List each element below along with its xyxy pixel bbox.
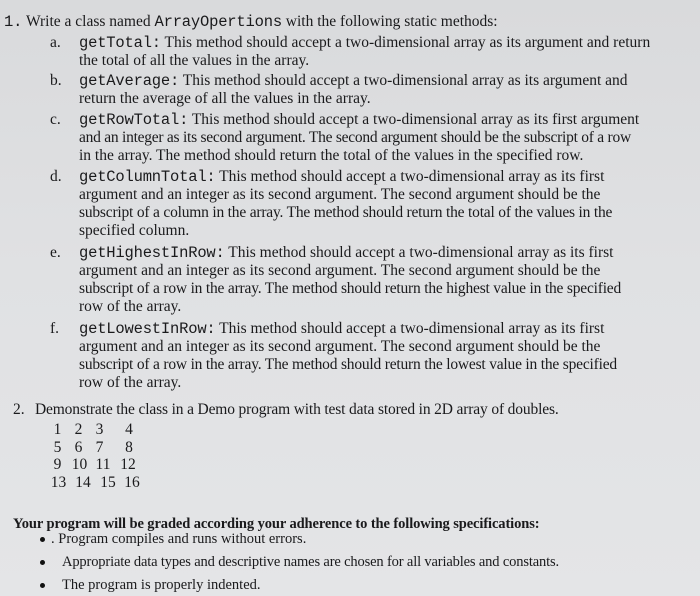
grid-cell: 3 (95, 421, 104, 438)
item-d-line-1: getColumnTotal: This method should accept a two-dimensional array as its first (79, 168, 605, 186)
grid-row (47, 474, 148, 492)
item-f-line-3: subscript of a row in the array. The method should return the lowest value in the specified (79, 356, 617, 373)
bullet-icon (40, 560, 45, 565)
item-f-line-4: row of the array. (79, 374, 182, 391)
item-e-line-2: argument and an integer as its second argument. The second argument should be the (79, 262, 601, 279)
item-c-letter: c. (50, 111, 61, 128)
question-1-number: 1. (4, 13, 23, 31)
item-f-line-2: argument and an integer as its second argument. The second argument should be the (79, 338, 601, 355)
grid-cell: 8 (125, 438, 133, 456)
item-d-line-4: specified column. (79, 222, 190, 239)
item-a-line-2: the total of all the values in the array. (79, 52, 310, 69)
grid-cell: 1 (53, 421, 62, 438)
grid-cell: 4 (125, 421, 133, 438)
item-d-letter: d. (50, 168, 62, 185)
item-a-line-1: getTotal: This method should accept a two-dimensional array as its argument and return (79, 34, 651, 52)
grid-cell: 16 (124, 473, 140, 491)
method-name: getRowTotal: (79, 111, 189, 129)
grid-cell: 13 (50, 473, 67, 491)
grading-bullet-2: Appropriate data types and descriptive names are chosen for all variables and constants. (62, 554, 559, 570)
item-e-line-3: subscript of a row in the array. The method should return the highest value in the specified (79, 280, 622, 297)
method-name: getTotal: (79, 34, 161, 52)
grid-cell: 10 (71, 456, 88, 473)
item-c-line-3: in the array. The method should return the total of the values in the specified row. (79, 147, 584, 164)
item-a-letter: a. (50, 34, 61, 51)
grading-bullet-3: The program is properly indented. (62, 577, 261, 593)
item-b-letter: b. (50, 72, 62, 89)
grid-cell: 2 (74, 421, 83, 438)
grid-row (47, 439, 148, 457)
method-name: getHighestInRow: (79, 244, 225, 262)
item-e-letter: e. (50, 244, 61, 261)
item-c-line-1: getRowTotal: This method should accept a two-dimensional array as its first argument (79, 111, 640, 129)
item-d-line-2: argument and an integer as its second argument. The second argument should be the (79, 186, 601, 203)
question-2-text: Demonstrate the class in a Demo program with test data stored in 2D array of doubles. (35, 401, 559, 418)
question-2-number: 2. (13, 401, 25, 418)
bullet-icon (40, 583, 45, 588)
method-name: getColumnTotal: (79, 168, 216, 186)
method-name: getLowestInRow: (79, 320, 216, 338)
grid-cell: 15 (100, 473, 116, 491)
grid-cell: 5 (53, 438, 62, 456)
grid-cell: 9 (53, 456, 62, 473)
grid-cell: 7 (95, 438, 104, 456)
item-f-line-1: getLowestInRow: This method should accept a two-dimensional array as its first (79, 320, 605, 338)
item-c-line-2: and an integer as its second argument. The second argument should be the subscript of a row (79, 129, 631, 146)
item-d-line-3: subscript of a column in the array. The method should return the total of the values in the (79, 204, 613, 221)
grading-heading: Your program will be graded according your adherence to the following specifications: (13, 516, 540, 532)
grid-row (47, 421, 148, 439)
bullet-icon (40, 537, 45, 542)
grid-cell: 14 (75, 473, 91, 491)
item-b-line-1: getAverage: This method should accept a two-dimensional array as its argument and (79, 72, 628, 90)
class-name: ArrayOpertions (154, 13, 282, 31)
grading-bullet-1: . Program compiles and runs without errors. (51, 531, 307, 547)
item-f-letter: f. (50, 320, 60, 337)
grid-cell: 12 (120, 456, 136, 473)
item-e-line-1: getHighestInRow: This method should accept a two-dimensional array as its first (79, 244, 614, 262)
question-1-intro: Write a class named ArrayOpertions with the following static methods: (26, 13, 498, 31)
grid-cell: 11 (95, 456, 111, 473)
grid-cell: 6 (74, 438, 83, 456)
item-e-line-4: row of the array. (79, 298, 182, 315)
item-b-line-2: return the average of all the values in the array. (79, 90, 371, 107)
test-data-grid (47, 421, 148, 491)
method-name: getAverage: (79, 72, 180, 90)
grid-row (47, 456, 148, 474)
